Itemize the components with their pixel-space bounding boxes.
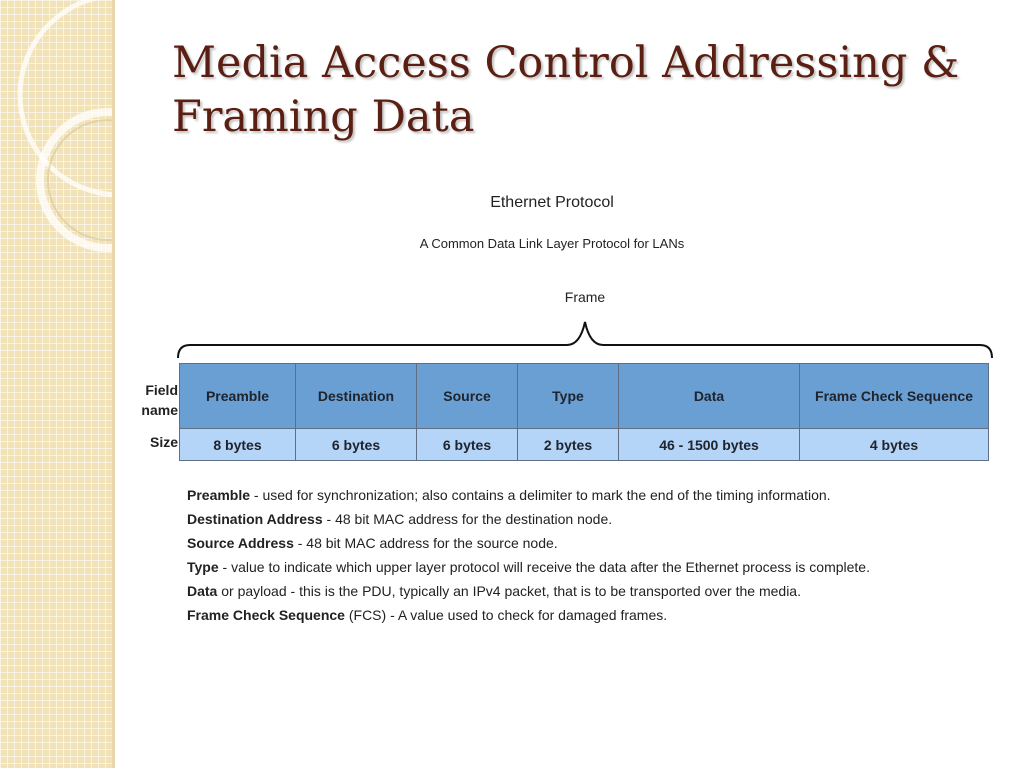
diagram-subtitle: A Common Data Link Layer Protocol for LANs	[419, 236, 685, 251]
description-item	[187, 484, 870, 508]
field-descriptions	[187, 484, 870, 628]
description-term: Data	[187, 583, 218, 599]
size-preamble: 8 bytes	[180, 429, 296, 461]
size-destination: 6 bytes	[296, 429, 417, 461]
description-text: - value to indicate which upper layer protocol will receive the data after the Ethernet process is complete.	[218, 559, 870, 575]
size-row-label: Size	[149, 434, 178, 450]
description-item	[187, 604, 870, 628]
description-item	[187, 580, 870, 604]
field-preamble: Preamble	[180, 364, 296, 429]
field-data: Data	[619, 364, 800, 429]
description-item	[187, 556, 870, 580]
slide-title-line-1: Media Access Control Addressing &	[172, 38, 960, 88]
field-type: Type	[518, 364, 619, 429]
description-text: - 48 bit MAC address for the destination node.	[322, 511, 613, 527]
description-term: Destination Address	[187, 511, 323, 527]
field-name-row-label: Field name	[141, 382, 178, 418]
description-text: - 48 bit MAC address for the source node.	[293, 535, 558, 551]
description-text: - A value used to check for damaged frames.	[386, 607, 668, 623]
description-term: Type	[187, 559, 219, 575]
size-type: 2 bytes	[518, 429, 619, 461]
description-term: Preamble	[187, 487, 251, 503]
field-source: Source	[417, 364, 518, 429]
frame-label: Frame	[564, 289, 606, 305]
field-name-row	[180, 364, 989, 429]
description-text: - used for synchronization; also contains a delimiter to mark the end of the timing information.	[250, 487, 831, 503]
description-item	[187, 508, 870, 532]
description-abbreviation: (FCS)	[344, 607, 387, 623]
description-text: or payload - this is the PDU, typically an IPv4 packet, that is to be transported over the media.	[217, 583, 801, 599]
slide-title-line-2: Framing Data	[172, 92, 475, 142]
size-data: 46 - 1500 bytes	[619, 429, 800, 461]
size-source: 6 bytes	[417, 429, 518, 461]
size-row	[180, 429, 989, 461]
description-item	[187, 532, 870, 556]
field-frame-check-sequence: Frame Check Sequence	[800, 364, 989, 429]
ethernet-frame-table	[179, 363, 989, 461]
description-term: Source Address	[187, 535, 294, 551]
description-term: Frame Check Sequence	[187, 607, 345, 623]
field-destination: Destination	[296, 364, 417, 429]
diagram-title: Ethernet Protocol	[490, 194, 614, 211]
size-frame-check-sequence: 4 bytes	[800, 429, 989, 461]
